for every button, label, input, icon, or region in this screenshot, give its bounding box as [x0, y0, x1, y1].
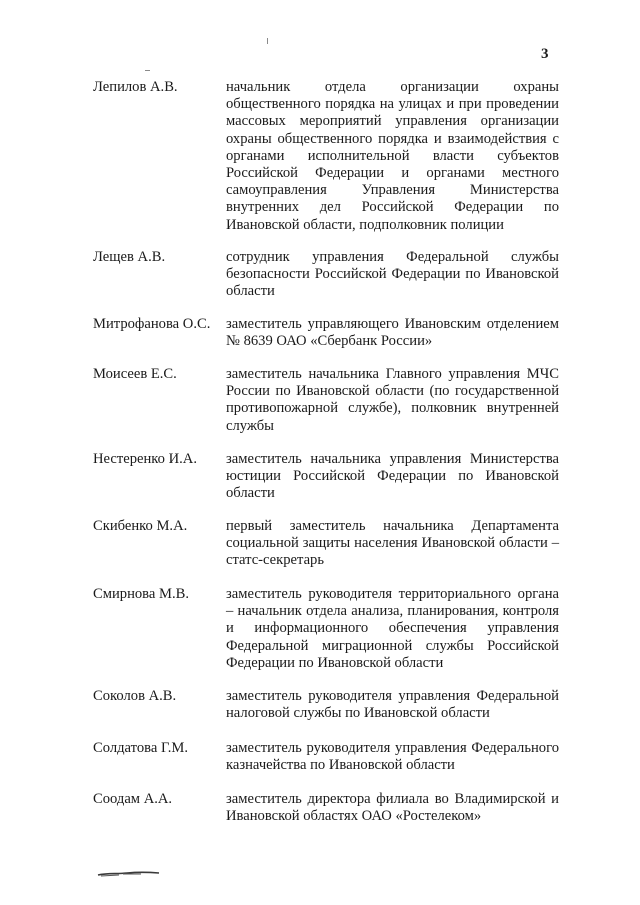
member-position: заместитель начальника Главного управления МЧС России по Ивановской области (по государственной противопожарной службе), полковник внутренней службы: [226, 366, 559, 434]
scan-artifact: [267, 38, 268, 44]
scan-artifact: [145, 70, 150, 71]
member-position: сотрудник управления Федеральной службы безопасности Российской Федерации по Ивановской области: [226, 249, 559, 300]
member-name: Лепилов А.В.: [93, 79, 178, 95]
member-name: Лещев А.В.: [93, 249, 166, 265]
member-position: начальник отдела организации охраны общественного порядка на улицах и при проведении массовых мероприятий управления организации охраны общественного порядка и взаимодействия с органами исполнительной власти субъектов Российской Федерации и органами местного самоуправления Управления Министерства внутренних дел Российской Федерации по Ивановской области, подполковник полиции: [226, 79, 559, 233]
member-name: Митрофанова О.С.: [93, 316, 211, 332]
member-name: Моисеев Е.С.: [93, 366, 177, 382]
signature-mark: [97, 869, 161, 879]
member-position: заместитель начальника управления Министерства юстиции Российской Федерации по Ивановской области: [226, 451, 559, 502]
member-position: заместитель директора филиала во Владимирской и Ивановской областях ОАО «Ростелеком»: [226, 791, 559, 825]
member-name: Соколов А.В.: [93, 688, 177, 704]
member-position: заместитель управляющего Ивановским отделением № 8639 ОАО «Сбербанк России»: [226, 316, 559, 350]
member-name: Соодам А.А.: [93, 791, 173, 807]
member-name: Смирнова М.В.: [93, 586, 190, 602]
member-position: заместитель руководителя управления Федеральной налоговой службы по Ивановской области: [226, 688, 559, 722]
member-position: заместитель руководителя управления Федерального казначейства по Ивановской области: [226, 740, 559, 774]
member-name: Скибенко М.А.: [93, 518, 188, 534]
member-name: Нестеренко И.А.: [93, 451, 197, 467]
member-name: Солдатова Г.М.: [93, 740, 189, 756]
member-position: первый заместитель начальника Департамента социальной защиты населения Ивановской области – статс-секретарь: [226, 518, 559, 569]
member-position: заместитель руководителя территориального органа – начальник отдела анализа, планирования, контроля и информационного обеспечения управления Федеральной миграционной службы Российской Федерации по Ивановской области: [226, 586, 559, 671]
page-number: 3: [541, 46, 549, 62]
